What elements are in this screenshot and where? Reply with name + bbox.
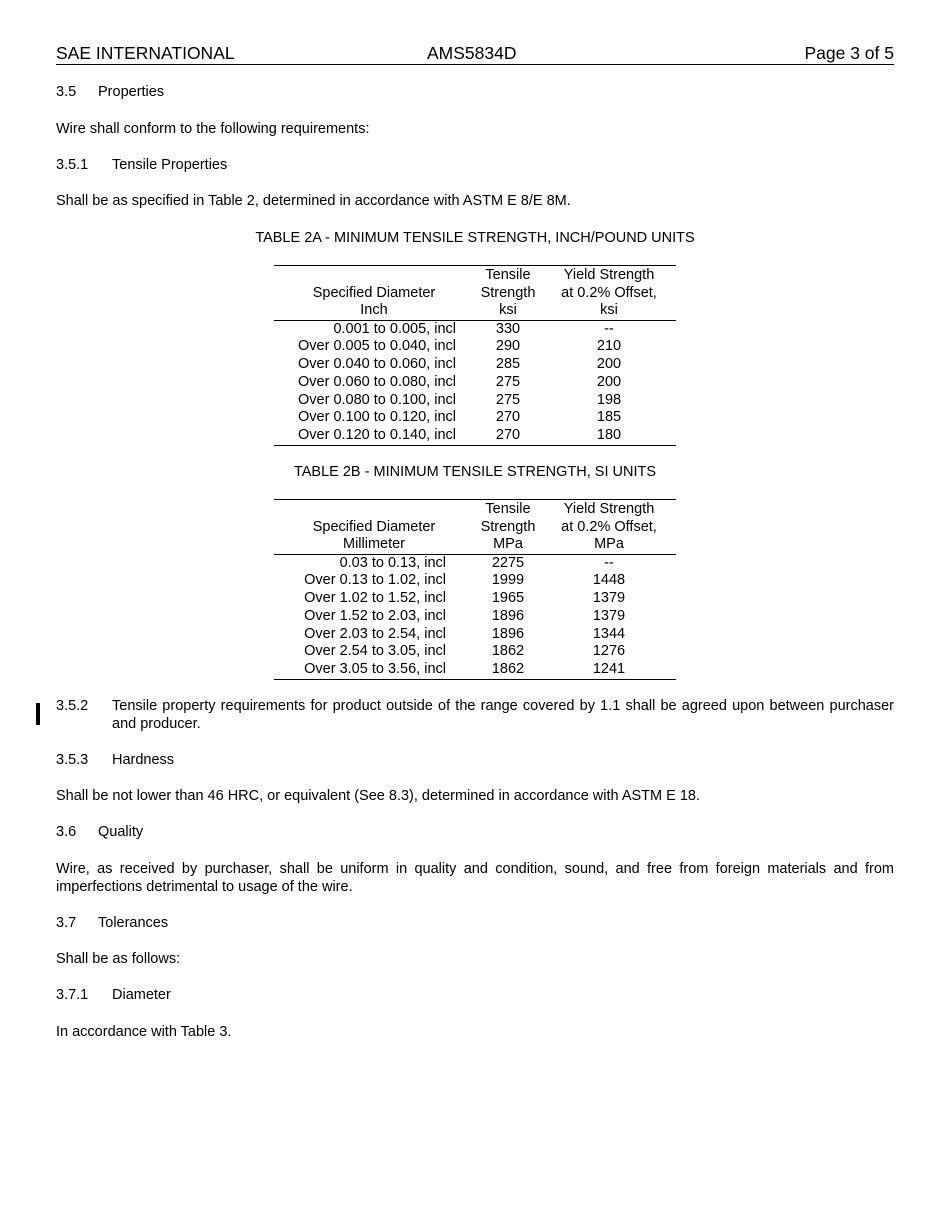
cell-diameter: Over 0.005 to 0.040, incl — [298, 338, 456, 355]
column-header-diameter: Specified Diameter Millimeter — [312, 518, 436, 552]
section-title: Tensile Properties — [112, 157, 228, 173]
revision-change-bar — [36, 703, 40, 725]
document-page — [56, 42, 894, 1040]
cell-diameter: Over 2.54 to 3.05, incl — [304, 643, 446, 660]
section-title: Properties — [98, 84, 165, 100]
cell-yield: 1276 — [592, 643, 626, 660]
table-row — [274, 608, 676, 626]
column-header-yield: Yield Strength at 0.2% Offset, ksi — [561, 267, 657, 318]
cell-yield: 1448 — [592, 572, 626, 589]
table-row — [274, 554, 676, 572]
table-row — [274, 374, 676, 392]
section-3-6-heading — [56, 824, 894, 842]
section-3-5-heading — [56, 84, 894, 102]
cell-diameter: Over 0.040 to 0.060, incl — [298, 356, 456, 373]
cell-tensile: 275 — [495, 373, 521, 390]
section-3-5-1-heading — [56, 157, 894, 175]
table-row — [274, 392, 676, 410]
section-number: 3.5.3 — [56, 752, 89, 768]
table-2a — [274, 265, 676, 446]
section-3-7-1-heading — [56, 987, 894, 1005]
cell-tensile: 285 — [495, 356, 521, 373]
cell-tensile: 1862 — [491, 643, 525, 660]
table-2b — [274, 499, 676, 680]
table-row — [274, 409, 676, 427]
section-3-5-2-text: Tensile property requirements for product outside of the range covered by 1.1 shall be agreed upon between purchaser and producer. — [112, 698, 894, 732]
cell-tensile: 2275 — [491, 554, 525, 571]
cell-diameter: Over 1.52 to 2.03, incl — [304, 607, 446, 624]
cell-yield: 185 — [596, 409, 622, 426]
section-3-5-3-heading — [56, 752, 894, 770]
cell-diameter: 0.03 to 0.13, incl — [339, 554, 446, 571]
section-number: 3.7 — [56, 915, 77, 931]
section-3-7-heading — [56, 915, 894, 933]
table-header-row — [274, 266, 676, 321]
cell-yield: 200 — [596, 356, 622, 373]
table-2a-title: TABLE 2A - MINIMUM TENSILE STRENGTH, INCH/POUND UNITS — [255, 230, 695, 246]
section-number: 3.6 — [56, 824, 77, 840]
section-number: 3.7.1 — [56, 987, 89, 1003]
table-row — [274, 356, 676, 374]
section-3-7-text: Shall be as follows: — [56, 951, 181, 967]
cell-tensile: 1896 — [491, 607, 525, 624]
column-header-tensile: Tensile Strength MPa — [480, 501, 536, 552]
table-row — [274, 427, 676, 445]
cell-yield: -- — [604, 320, 614, 337]
table-header-row — [274, 500, 676, 555]
section-3-5-text: Wire shall conform to the following requirements: — [56, 121, 370, 137]
section-3-5-2 — [56, 698, 894, 733]
cell-diameter: 0.001 to 0.005, incl — [333, 320, 456, 337]
table-2b-title: TABLE 2B - MINIMUM TENSILE STRENGTH, SI UNITS — [293, 464, 656, 480]
cell-yield: 210 — [596, 338, 622, 355]
cell-tensile: 270 — [495, 409, 521, 426]
header-document-number: AMS5834D — [427, 43, 517, 63]
cell-yield: 1241 — [592, 661, 626, 678]
cell-yield: 1344 — [592, 625, 626, 642]
cell-yield: 1379 — [592, 590, 626, 607]
section-number: 3.5.1 — [56, 157, 89, 173]
table-row — [274, 338, 676, 356]
section-number: 3.5 — [56, 84, 77, 100]
section-title: Quality — [98, 824, 144, 840]
cell-tensile: 270 — [495, 427, 521, 444]
table-row — [274, 320, 676, 338]
cell-diameter: Over 0.120 to 0.140, incl — [298, 427, 456, 444]
cell-diameter: Over 1.02 to 1.52, incl — [304, 590, 446, 607]
section-3-5-3-text: Shall be not lower than 46 HRC, or equivalent (See 8.3), determined in accordance with ASTM E 18. — [56, 788, 700, 804]
section-number: 3.5.2 — [56, 698, 89, 714]
cell-yield: 198 — [596, 391, 622, 408]
section-3-7-1-text: In accordance with Table 3. — [56, 1024, 232, 1040]
page-header — [56, 42, 894, 65]
section-title: Hardness — [112, 752, 175, 768]
cell-tensile: 1965 — [491, 590, 525, 607]
cell-tensile: 1999 — [491, 572, 525, 589]
cell-tensile: 330 — [495, 320, 521, 337]
column-header-diameter: Specified Diameter Inch — [312, 284, 436, 318]
cell-yield: 1379 — [592, 607, 626, 624]
cell-diameter: Over 0.080 to 0.100, incl — [298, 391, 456, 408]
table-row — [274, 590, 676, 608]
section-3-6-text: Wire, as received by purchaser, shall be uniform in quality and condition, sound, and free from foreign materials and from imperfections detrimental to usage of the wire. — [56, 861, 894, 895]
cell-yield: -- — [604, 554, 614, 571]
header-page-number: Page 3 of 5 — [804, 43, 894, 63]
column-header-tensile: Tensile Strength ksi — [480, 267, 536, 318]
section-title: Diameter — [112, 987, 171, 1003]
cell-diameter: Over 0.100 to 0.120, incl — [298, 409, 456, 426]
table-row — [274, 572, 676, 590]
cell-tensile: 1862 — [491, 661, 525, 678]
cell-diameter: Over 3.05 to 3.56, incl — [304, 661, 446, 678]
cell-tensile: 275 — [495, 391, 521, 408]
table-row — [274, 661, 676, 679]
section-3-5-1-text: Shall be as specified in Table 2, determined in accordance with ASTM E 8/E 8M. — [56, 193, 571, 209]
cell-tensile: 290 — [495, 338, 521, 355]
table-row — [274, 643, 676, 661]
section-title: Tolerances — [98, 915, 169, 931]
cell-tensile: 1896 — [491, 625, 525, 642]
cell-yield: 200 — [596, 373, 622, 390]
cell-diameter: Over 0.060 to 0.080, incl — [298, 373, 456, 390]
cell-diameter: Over 0.13 to 1.02, incl — [304, 572, 446, 589]
table-row — [274, 626, 676, 644]
header-organization: SAE INTERNATIONAL — [56, 43, 235, 63]
cell-yield: 180 — [596, 427, 622, 444]
cell-diameter: Over 2.03 to 2.54, incl — [304, 625, 446, 642]
column-header-yield: Yield Strength at 0.2% Offset, MPa — [561, 501, 657, 552]
